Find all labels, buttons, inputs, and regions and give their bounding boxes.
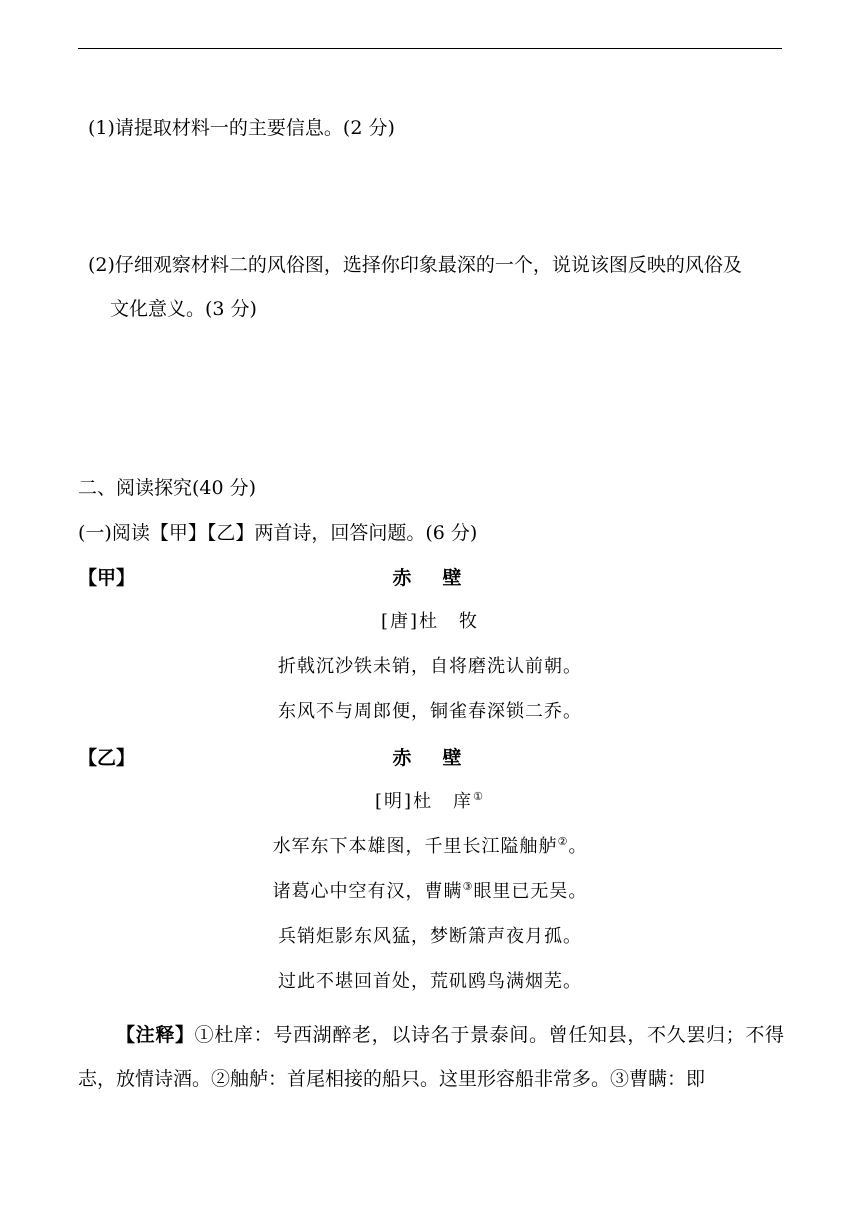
footnote-mark-1: ① (473, 790, 485, 803)
poem-yi-line-2 (0, 880, 860, 904)
poem-yi-line-1 (0, 835, 860, 859)
annotation-text: ①杜庠：号西湖醉老，以诗名于景泰间。曾任知县，不久罢归；不得志，放情诗酒。②舳舻：首尾相接的船只。这里形容船非常多。③曹瞒：即 (78, 1024, 784, 1090)
poem-yi-label: 【乙】 (78, 747, 136, 769)
poem-yi-line-2-end: 眼里已无吴。 (473, 881, 588, 902)
poem-yi-author (0, 790, 860, 814)
poem-jia-line-1: 折戟沉沙铁未销，自将磨洗认前朝。 (278, 656, 582, 677)
poem-yi-line-1-text: 水军东下本雄图，千里长江隘舳舻 (272, 836, 558, 857)
poem-jia-label: 【甲】 (78, 567, 136, 589)
header-rule (78, 48, 782, 49)
poem-jia-line-2: 东风不与周郎便，铜雀春深锁二乔。 (278, 701, 582, 722)
section-heading: 二、阅读探究(40 分) (78, 477, 257, 499)
annotation-label: 【注释】 (116, 1024, 195, 1046)
footnote-mark-3: ③ (462, 880, 474, 893)
poem-yi-line-4: 过此不堪回首处，荒矶鸥鸟满烟芜。 (278, 971, 582, 992)
poem-yi-title: 赤 壁 (392, 747, 468, 769)
question-2-line-2: 文化意义。(3 分) (110, 298, 257, 320)
poem-yi-author-name: [明]杜 庠 (375, 791, 474, 812)
poem-jia-title: 赤 壁 (392, 567, 468, 589)
sub-section-heading: (一)阅读【甲】【乙】两首诗，回答问题。(6 分) (78, 522, 478, 544)
footnote-mark-2: ② (557, 835, 569, 848)
poem-yi-line-2-text: 诸葛心中空有汉，曹瞒 (272, 881, 463, 902)
question-2-line-1: (2)仔细观察材料二的风俗图，选择你印象最深的一个，说说该图反映的风俗及 (88, 254, 742, 276)
poem-yi-line-1-end: 。 (568, 836, 588, 857)
poem-yi-line-3: 兵销炬影东风猛，梦断箫声夜月孤。 (278, 926, 582, 947)
question-1: (1)请提取材料一的主要信息。(2 分) (88, 117, 395, 139)
annotation-paragraph (78, 1013, 784, 1101)
poem-jia-author: [唐]杜 牧 (380, 611, 480, 632)
